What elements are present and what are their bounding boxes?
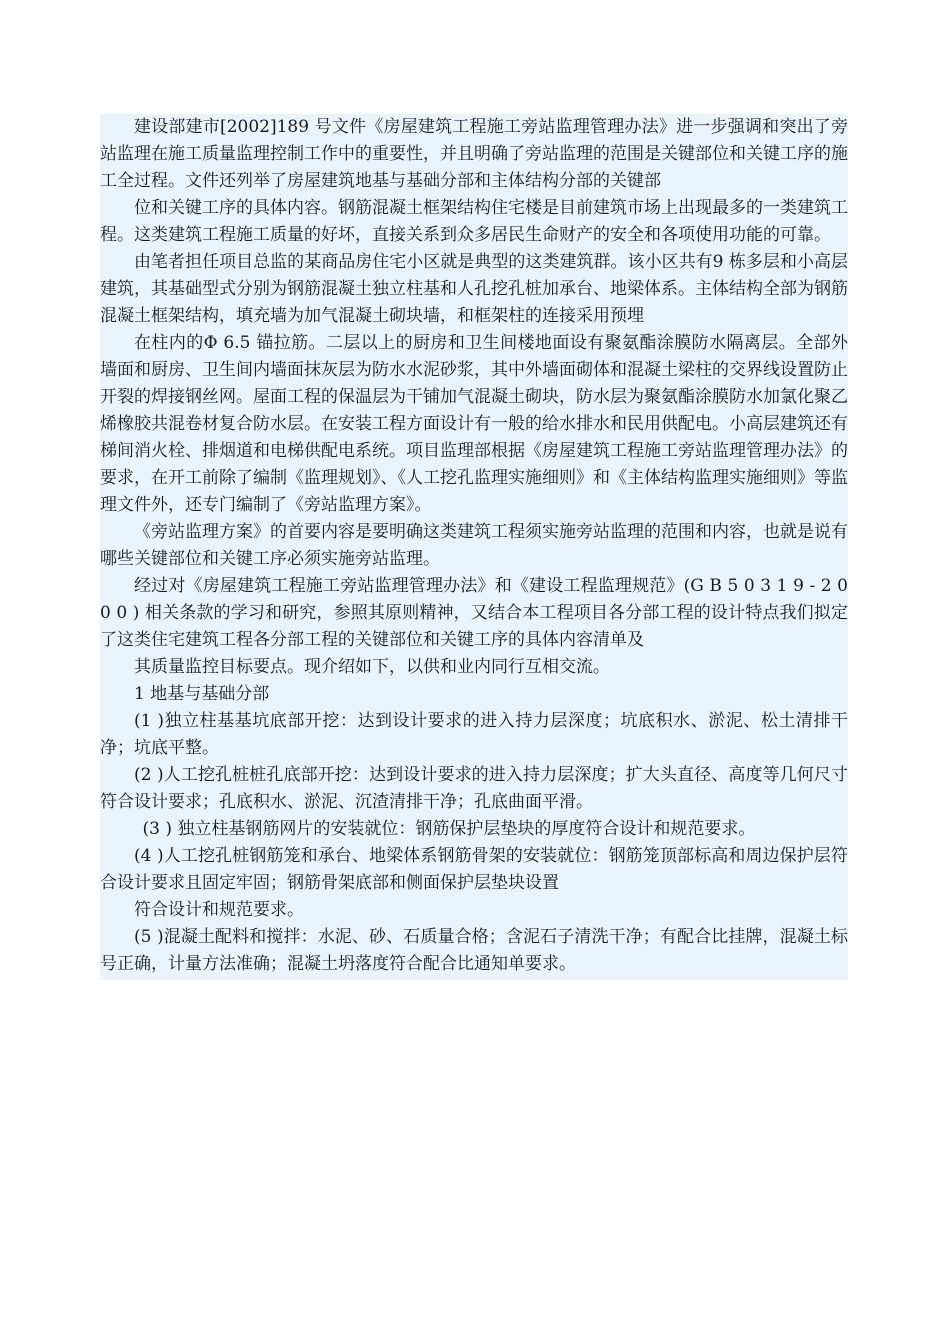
paragraph-project-overview: 由笔者担任项目总监的某商品房住宅小区就是典型的这类建筑群。该小区共有9 栋多层和小高层建筑，其基础型式分别为钢筋混凝土独立柱基和人孔挖孔桩加承台、地梁体系。主体结构全部为钢筋混凝土框架结构，填充墙为加气混凝土砌块墙，和框架柱的连接采用预埋 bbox=[100, 252, 848, 326]
paragraph-intro: 建设部建市[2002]189 号文件《房屋建筑工程施工旁站监理管理办法》进一步强调和突出了旁站监理在施工质量监理控制工作中的重要性，并且明确了旁站监理的范围是关键部位和关键工序的施工全过程。文件还列举了房屋建筑地基与基础分部和主体结构分部的关键部 bbox=[100, 117, 848, 191]
paragraph-frame-structure: 位和关键工序的具体内容。钢筋混凝土框架结构住宅楼是目前建筑市场上出现最多的一类建筑工程。这类建筑工程施工质量的好坏，直接关系到众多居民生命财产的安全和各项使用功能的可靠。 bbox=[100, 198, 848, 245]
list-item-4: (4 )人工挖孔桩钢筋笼和承台、地梁体系钢筋骨架的安装就位：钢筋笼顶部标高和周边保护层符合设计要求且固定牢固；钢筋骨架底部和侧面保护层垫块设置 bbox=[100, 846, 848, 893]
list-item-2: (2 )人工挖孔桩桩孔底部开挖：达到设计要求的进入持力层深度；扩大头直径、高度等几何尺寸符合设计要求；孔底积水、淤泥、沉渣清排干净；孔底曲面平滑。 bbox=[100, 765, 848, 812]
section-heading-foundation: 1 地基与基础分部 bbox=[134, 684, 270, 704]
document-body bbox=[100, 114, 848, 980]
paragraph-construction-details: 在柱内的Φ 6.5 锚拉筋。二层以上的厨房和卫生间楼地面设有聚氨酯涂膜防水隔离层。全部外墙面和厨房、卫生间内墙面抹灰层为防水水泥砂浆，其中外墙面砌体和混凝土梁柱的交界线设置防止开裂的焊接钢丝网。屋面工程的保温层为干铺加气混凝土砌块，防水层为聚氨酯涂膜防水加氯化聚乙烯橡胶共混卷材复合防水层。在安装工程方面设计有一般的给水排水和民用供配电。小高层建筑还有梯间消火栓、排烟道和电梯供配电系统。项目监理部根据《房屋建筑工程施工旁站监理管理办法》的要求，在开工前除了编制《监理规划》、《人工挖孔监理实施细则》和《主体结构监理实施细则》等监理文件外，还专门编制了《旁站监理方案》。 bbox=[100, 333, 848, 515]
paragraph-supervision-plan: 《旁站监理方案》的首要内容是要明确这类建筑工程须实施旁站监理的范围和内容，也就是说有哪些关键部位和关键工序必须实施旁站监理。 bbox=[100, 522, 848, 569]
list-item-1: (1 )独立柱基基坑底部开挖：达到设计要求的进入持力层深度；坑底积水、淤泥、松土清排干净；坑底平整。 bbox=[100, 711, 848, 758]
list-item-4-continued: 符合设计和规范要求。 bbox=[134, 900, 304, 920]
paragraph-regulations-study: 经过对《房屋建筑工程施工旁站监理管理办法》和《建设工程监理规范》(G B 5 0 3 1 9 - 2 00 0 ) 相关条款的学习和研究，参照其原则精神，又结合本工程项目各分部工程的设计特点我们拟定了这类住宅建筑工程各分部工程的关键部位和关键工序的具体内容清单及 bbox=[100, 576, 848, 650]
list-item-3: (3 ) 独立柱基钢筋网片的安装就位：钢筋保护层垫块的厚度符合设计和规范要求。 bbox=[142, 819, 756, 839]
list-item-5: (5 )混凝土配料和搅拌：水泥、砂、石质量合格；含泥石子清洗干净；有配合比挂牌，混凝土标号正确，计量方法准确；混凝土坍落度符合配合比通知单要求。 bbox=[100, 927, 848, 974]
paragraph-introduction-note: 其质量监控目标要点。现介绍如下，以供和业内同行互相交流。 bbox=[134, 657, 610, 677]
